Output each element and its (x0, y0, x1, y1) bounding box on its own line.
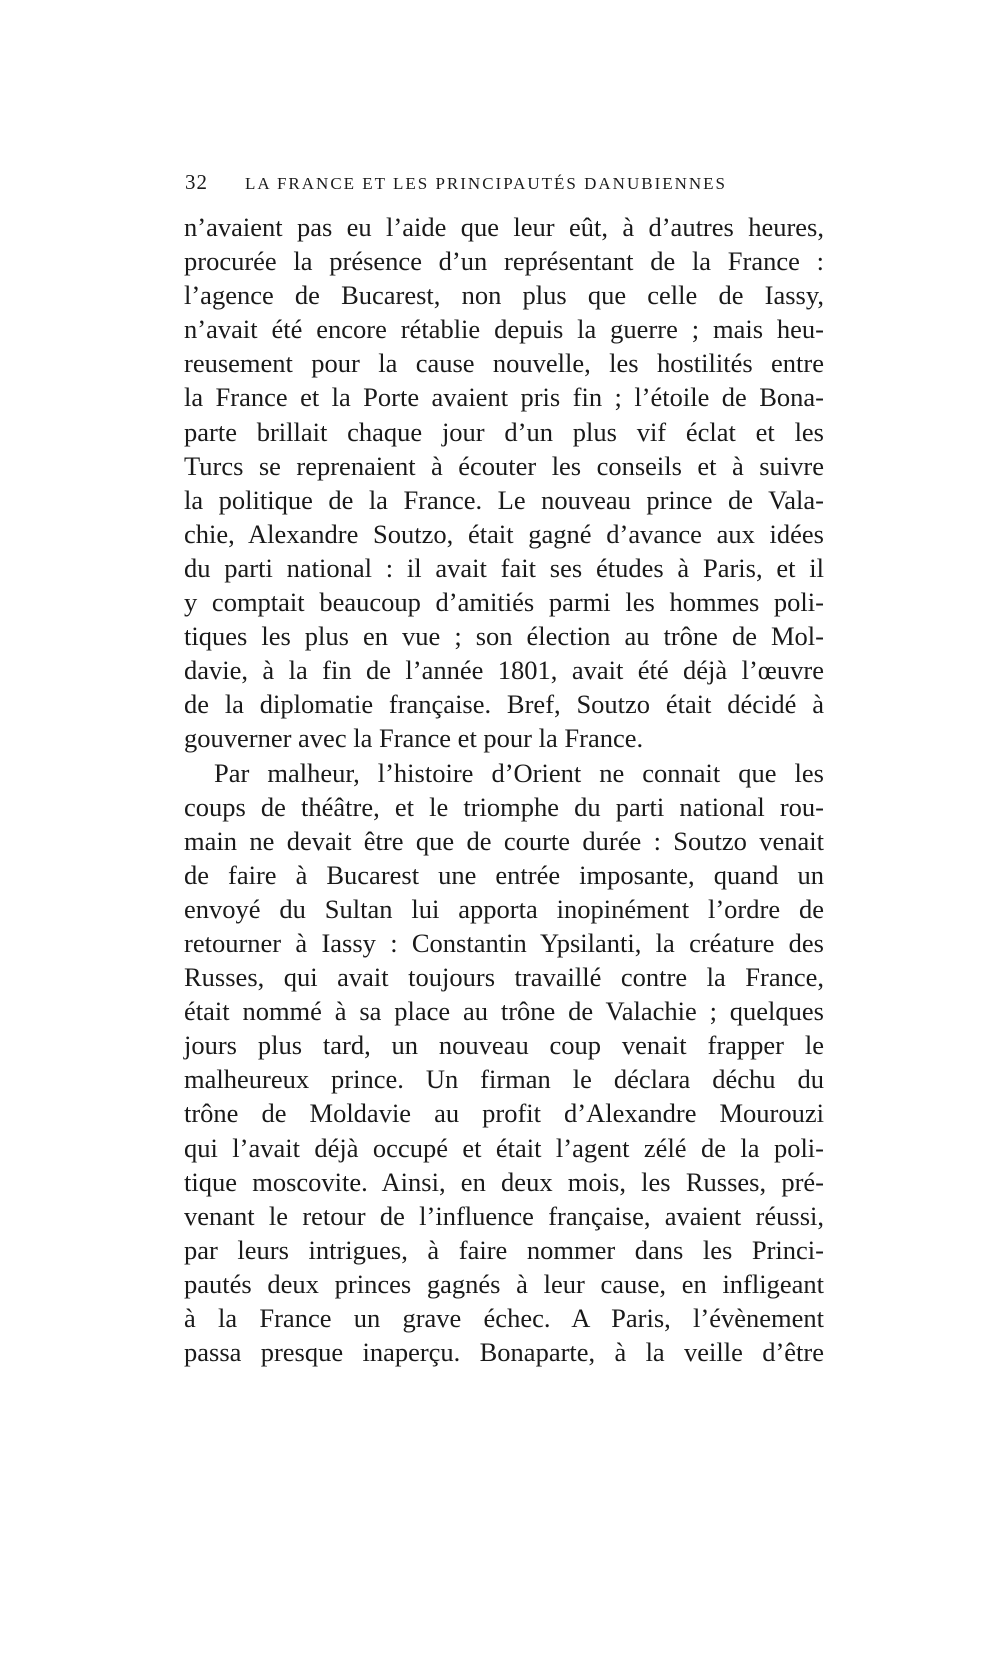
text-line: à la France un grave échec. A Paris, l’évènement (184, 1303, 824, 1333)
text-line: malheureux prince. Un firman le déclara déchu du (184, 1064, 824, 1095)
text-line: procurée la présence d’un représentant de la France : (184, 246, 824, 277)
text-line: la France et la Porte avaient pris fin ; l’étoile de Bona- (184, 382, 824, 413)
text-line: davie, à la fin de l’année 1801, avait été déjà l’œuvre (184, 655, 824, 686)
text-line: envoyé du Sultan lui apporta inopinément l’ordre de (184, 893, 824, 924)
text-line: du parti national : il avait fait ses études à Paris, et il (184, 552, 824, 583)
text-line: y comptait beaucoup d’amitiés parmi les hommes poli- (184, 587, 824, 618)
text-line: chie, Alexandre Soutzo, était gagné d’avance aux idées (184, 518, 824, 549)
text-line: gouverner avec la France et pour la France. (184, 723, 644, 754)
text-line: venant le retour de l’influence française, avaient réussi, (184, 1200, 824, 1231)
running-head (185, 170, 825, 200)
text-line: parte brillait chaque jour d’un plus vif éclat et les (184, 416, 824, 447)
text-line: tiques les plus en vue ; son élection au trône de Mol- (184, 621, 824, 652)
text-line: reusement pour la cause nouvelle, les hostilités entre (184, 348, 824, 379)
text-line: la politique de la France. Le nouveau prince de Vala- (184, 484, 824, 515)
running-title: LA FRANCE ET LES PRINCIPAUTÉS DANUBIENNES (245, 174, 728, 193)
text-line: était nommé à sa place au trône de Valachie ; quelques (184, 996, 824, 1027)
text-line: Turcs se reprenaient à écouter les conseils et à suivre (184, 450, 824, 481)
text-line: de la diplomatie française. Bref, Soutzo était décidé à (184, 689, 824, 720)
text-line: de faire à Bucarest une entrée imposante, quand un (184, 859, 824, 890)
text-line: main ne devait être que de courte durée : Soutzo venait (184, 825, 824, 856)
text-line: tique moscovite. Ainsi, en deux mois, les Russes, pré- (184, 1166, 824, 1197)
text-line: l’agence de Bucarest, non plus que celle de Iassy, (184, 280, 824, 311)
text-line: pautés deux princes gagnés à leur cause, en infligeant (184, 1268, 824, 1299)
text-line: passa presque inaperçu. Bonaparte, à la veille d’être (184, 1337, 824, 1368)
text-line: n’avaient pas eu l’aide que leur eût, à d’autres heures, (184, 212, 824, 242)
text-line: n’avait été encore rétablie depuis la guerre ; mais heu- (184, 314, 824, 345)
body-text (184, 210, 824, 1369)
text-line: par leurs intrigues, à faire nommer dans les Princi- (184, 1234, 824, 1265)
text-line: trône de Moldavie au profit d’Alexandre Mourouzi (184, 1098, 824, 1129)
text-line: jours plus tard, un nouveau coup venait frapper le (184, 1030, 824, 1061)
text-line: qui l’avait déjà occupé et était l’agent zélé de la poli- (184, 1132, 824, 1163)
text-line: coups de théâtre, et le triomphe du parti national rou- (184, 791, 824, 822)
text-line: Par malheur, l’histoire d’Orient ne connait que les (214, 757, 824, 788)
text-line: Russes, qui avait toujours travaillé contre la France, (184, 962, 824, 993)
page-number: 32 (185, 170, 208, 194)
text-line: retourner à Iassy : Constantin Ypsilanti, la créature des (184, 927, 824, 958)
